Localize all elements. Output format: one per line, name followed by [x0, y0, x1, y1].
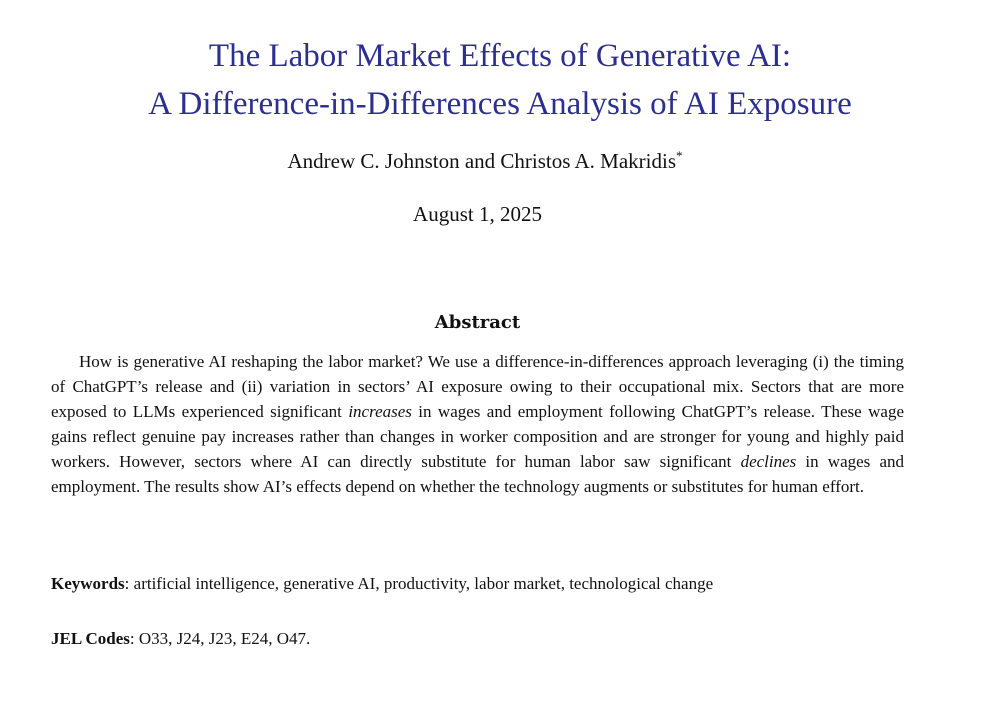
keywords-line — [51, 574, 951, 594]
keywords-separator: : — [124, 574, 130, 593]
keywords-label: Keywords — [51, 574, 125, 593]
abstract-heading: Abstract — [434, 312, 521, 333]
abstract-emphasis-declines: declines — [740, 452, 797, 471]
title-line-1: The Labor Market Effects of Generative AI: — [208, 38, 792, 74]
keywords-text: artificial intelligence, generative AI, productivity, labor market, technological change — [129, 574, 714, 593]
author-footnote-mark[interactable]: * — [676, 148, 683, 163]
author-names: Andrew C. Johnston and Christos A. Makridis — [287, 149, 676, 173]
paper-date: August 1, 2025 — [413, 202, 542, 226]
abstract-text-3: in wages and employment. The results show AI’s effects depend on whether the technology augments or substitutes for human effort. — [51, 452, 904, 496]
title-line-2: A Difference-in-Differences Analysis of AI Exposure — [148, 86, 852, 122]
author-list — [0, 148, 970, 174]
abstract-body — [51, 349, 904, 499]
jel-text: O33, J24, J23, E24, O47. — [134, 629, 311, 648]
abstract-paragraph — [51, 349, 904, 499]
jel-codes-line — [51, 629, 951, 649]
abstract-emphasis-increases: increases — [348, 402, 412, 421]
paper-title — [0, 32, 1000, 128]
jel-separator: : — [129, 629, 135, 648]
abstract-text-1: How is generative AI reshaping the labor market? We use a difference-in-differences approach leveraging (i) the timing of ChatGPT’s release and (ii) variation in sectors’ AI exposure owing to their occupational mix. Sectors that are more exposed to LLMs experienced significant — [51, 352, 904, 421]
abstract-text-2: in wages and employment following ChatGPT’s release. These wage gains reflect genuine pay increases rather than changes in worker composition and are stronger for young and highly paid workers. However, sectors where AI can directly substitute for human labor saw significant — [51, 402, 904, 471]
jel-label: JEL Codes — [51, 629, 130, 648]
